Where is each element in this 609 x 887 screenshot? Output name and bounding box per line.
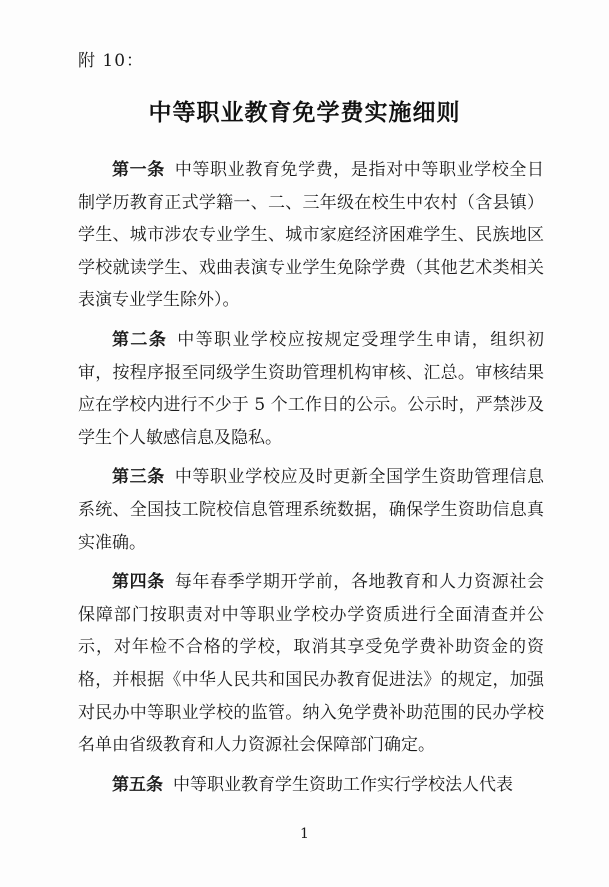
article-3-text: 中等职业学校应及时更新全国学生资助管理信息系统、全国技工院校信息管理系统数据，确保学生资助信息真实准确。 (78, 467, 545, 553)
article-2-heading: 第二条 (112, 329, 168, 350)
article-5-text: 中等职业教育学生资助工作实行学校法人代表 (173, 774, 513, 795)
article-2-text: 中等职业学校应按规定受理学生申请，组织初审，按程序报至同级学生资助管理机构审核、汇总。审核结果应在学校内进行不少于 5 个工作日的公示。公示时，严禁涉及学生个人敏感信息及隐私。 (78, 329, 545, 448)
article-1-heading: 第一条 (112, 160, 165, 180)
document-title: 中等职业教育免学费实施细则 (148, 100, 461, 126)
article-4-text: 每年春季学期开学前，各地教育和人力资源社会保障部门按职责对中等职业学校办学资质进行全面清查并公示，对年检不合格的学校，取消其享受免学费补助资金的资格，并根据《中华人民共和国民办教育促进法》的规定，加强对民办中等职业学校的监管。纳入免学费补助范围的民办学校名单由省级教育和人力资源社会保障部门确定。 (78, 572, 545, 756)
article-3-heading: 第三条 (112, 467, 165, 488)
article-4 (78, 566, 544, 762)
article-4-heading: 第四条 (112, 572, 165, 593)
article-5-heading: 第五条 (112, 774, 163, 795)
attachment-label: 附 10： (78, 51, 145, 71)
article-1 (78, 154, 544, 317)
page-number: 1 (300, 826, 309, 842)
article-2 (78, 324, 544, 454)
document-body (78, 154, 544, 808)
article-1-text: 中等职业教育免学费，是指对中等职业学校全日制学历教育正式学籍一、二、三年级在校生中农村（含县镇）学生、城市涉农专业学生、城市家庭经济困难学生、民族地区学校就读学生、戏曲表演专业学生免除学费（其他艺术类相关表演专业学生除外）。 (78, 160, 545, 311)
article-3 (78, 461, 544, 559)
article-5 (78, 769, 544, 802)
